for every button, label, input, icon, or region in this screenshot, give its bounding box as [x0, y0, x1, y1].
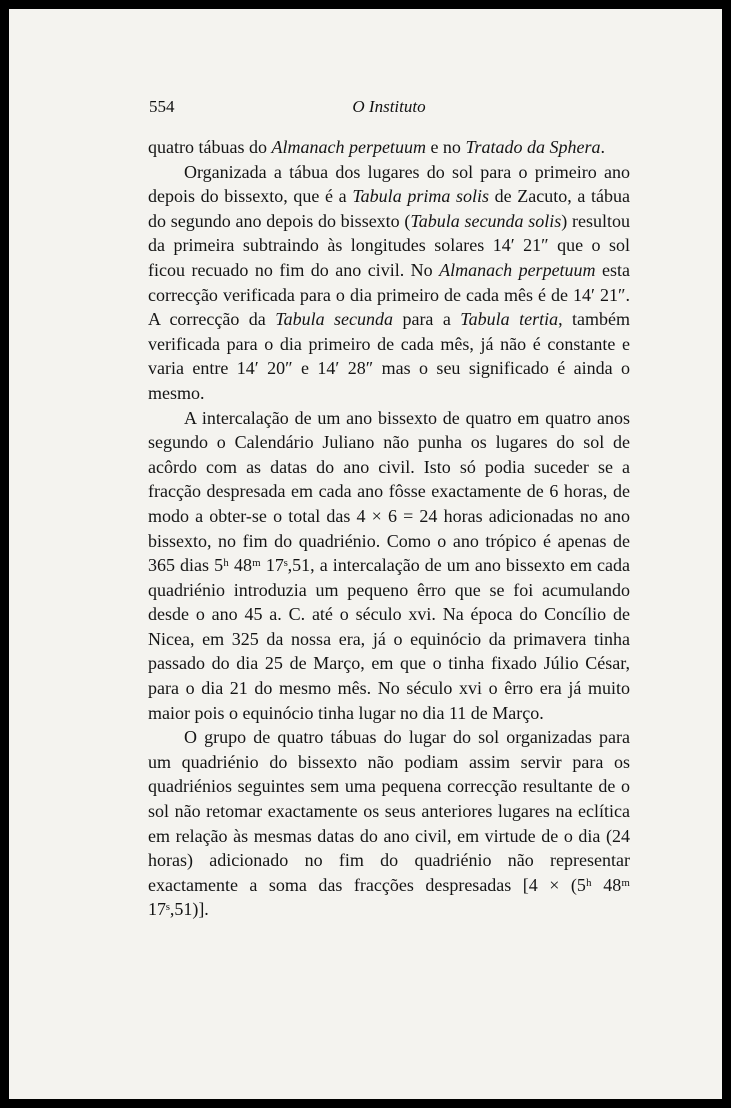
paragraph-1	[148, 135, 630, 160]
paragraph-4	[148, 725, 630, 922]
text-run: esta correcção verificada para o dia primeiro de cada mês é de 14′ 21″. A correcção da	[148, 259, 631, 330]
italic-title: Tabula prima solis	[352, 186, 489, 207]
text-run: A intercalação de um ano bissexto de quatro em quatro anos segundo o Calendário Juliano não punha os lugares do sol de acôrdo com as datas do ano civil. Isto só podia suceder se a fracção despresada em cada ano fôsse exactamente de 6 horas, de modo a obter-se o total das 4 × 6 = 24 horas adicionadas no ano bissexto, no fim do quadriénio. Como o ano trópico é apenas de 365 dias 5ʰ 48ᵐ 17ˢ,51, a intercalação de um ano bissexto em cada quadriénio introduzia um pequeno êrro que se foi acumulando desde o ano 45 a. C. até o século xvi. Na época do Concílio de Nicea, em 325 da nossa era, já o equinócio da primavera tinha passado do dia 25 de Março, em que o tinha fixado Júlio César, para o dia 21 do mesmo mês. No século xvi o êrro era já muito maior pois o equinócio tinha lugar no dia 11 de Março.	[148, 407, 630, 723]
text-run: ) resultou da primeira subtraindo às longitudes solares 14′ 21″ que o sol ficou recuado no fim do ano civil. No	[148, 210, 630, 280]
text-run: para a	[393, 309, 461, 330]
italic-title: Tabula secunda	[275, 309, 394, 330]
text-run: e no	[425, 137, 466, 157]
text-run: Organizada a tábua dos lugares do sol para o primeiro ano depois do bissexto, que é a	[148, 161, 630, 207]
text-run: .	[600, 137, 605, 157]
paragraph-3	[148, 406, 630, 726]
italic-title: Tratado da Sphera	[465, 137, 601, 157]
running-title: O Instituto	[352, 97, 426, 116]
page-number: 554	[149, 97, 175, 116]
text-run: quatro tábuas do	[148, 137, 272, 157]
italic-title: Tabula secunda solis	[410, 210, 562, 231]
page-header	[149, 97, 629, 121]
book-page	[9, 9, 722, 1099]
paragraph-2	[148, 160, 630, 406]
text-run: O grupo de quatro tábuas do lugar do sol organizadas para um quadriénio do bissexto não podiam assim servir para os quadriénios seguintes sem uma pequena correcção resultante de o sol não retomar exactamente os seus anteriores lugares na eclítica em relação às mesmas datas do ano civil, em virtude de o dia (24 horas) adicionado no fim do quadriénio não representar exactamente a soma das fracções despresadas [4 × (5ʰ 48ᵐ 17ˢ,51)].	[148, 727, 630, 920]
italic-title: Almanach perpetuum	[439, 259, 596, 280]
italic-title: Almanach perpetuum	[271, 137, 426, 157]
text-run: , também verificada para o dia primeiro de cada mês, já não é constante e varia entre 14′ 20″ e 14′ 28″ mas o seu significado é ainda o mesmo.	[148, 309, 630, 403]
text-run: de Zacuto, a tábua do segundo ano depois do bissexto (	[148, 186, 631, 231]
italic-title: Tabula tertia	[460, 309, 559, 330]
body-text	[148, 135, 630, 922]
